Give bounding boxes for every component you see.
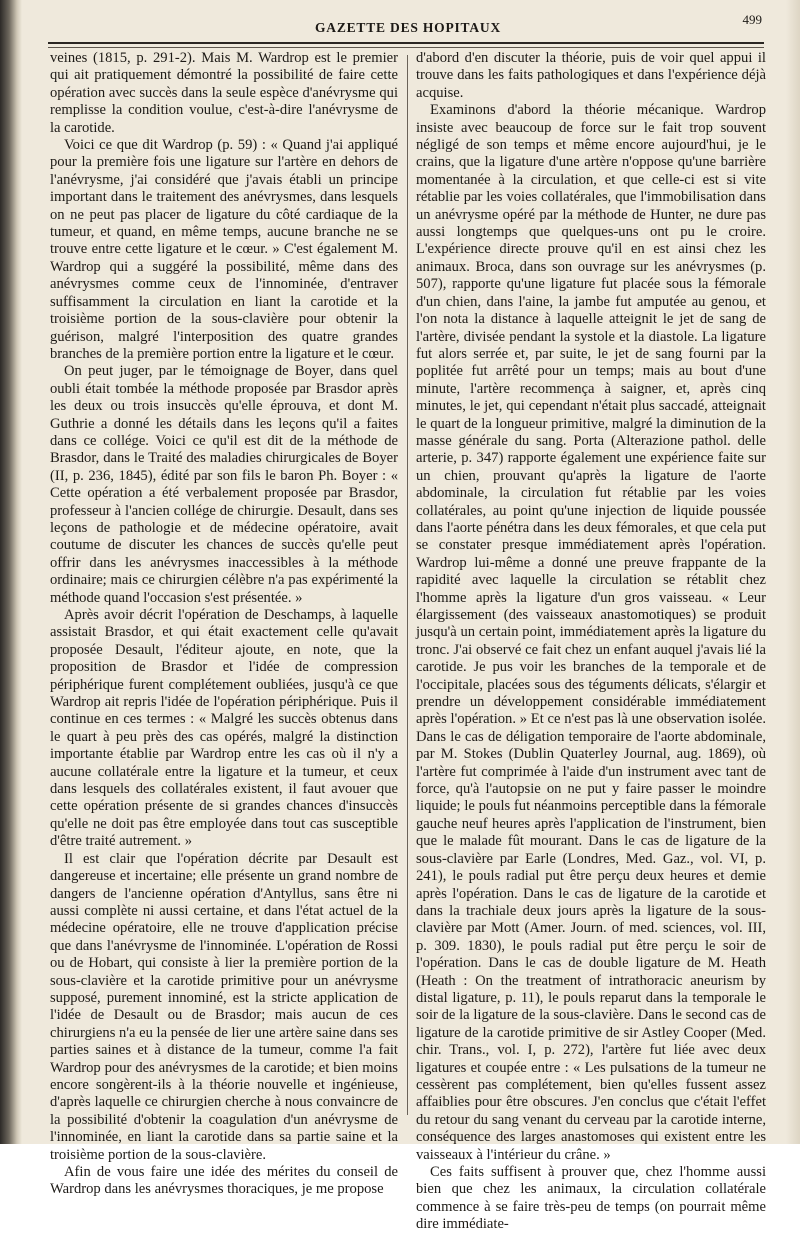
paragraph: Il est clair que l'opération décrite par Desault est dangereuse et incertaine; elle présente un grand nombre de dangers de l'ancienne opération d'Antyllus, sans être ni aussi complète ni aussi certaine, et dans l'état actuel de la médecine opératoire, elle ne trouve d'application précise que dans l'anévrysme de l'innominée. L'opération de Rossi ou de Hobart, qui consiste à lier la première portion de la sous-clavière et la carotide primitive pour un anévrysme supposé, purement innominé, est la stricte application de l'idée de Desault ou de Brasdor; mais aucun de ces chirurgiens n'a eu la pensée de lier une artère saine dans ses parties saines et à distance de la tumeur, comme l'a fait Wardrop pour des anévrysmes de la carotide; et bien moins encore songèrent-ils à la théorie nouvelle et ingénieuse, d'après laquelle ce chirurgien cherche à nous convaincre de la possibilité d'obtenir la coagulation d'un anévrysme de l'innominée, en liant la carotide dans sa partie saine et la troisième portion de la sous-clavière. [50, 850, 399, 1163]
paragraph: d'abord d'en discuter la théorie, puis de voir quel appui il trouve dans les faits pathologiques et dans l'expérience déjà acquise. [416, 50, 766, 101]
paragraph: Après avoir décrit l'opération de Deschamps, à laquelle assistait Brasdor, et qui était exactement celle qu'avait proposée Desault, l'éditeur ajoute, en note, que la proposition de Brasdor et l'idée de compression périphérique furent complétement oubliées, jusqu'à ce que Wardrop ait repris l'idée de l'opération périphérique. Puis il continue en ces termes : « Malgré les succès obtenus dans le quart à peu près des cas opérés, malgré la distinction importante établie par Wardrop entre les cas où il n'y a aucune collatérale entre la ligature et la tumeur, et ceux dans lesquels des collatérales existent, il faut avouer que cette opération présente de si grandes chances d'insuccès qu'elle ne doit pas être employée dans tout cas susceptible d'être traité autrement. » [50, 607, 398, 850]
column-divider [407, 55, 408, 1115]
header-rule-thick [48, 42, 764, 44]
right-column [416, 50, 766, 1234]
paragraph: veines (1815, p. 291-2). Mais M. Wardrop est le premier qui ait pratiquement démontré la possibilité de faire cette opération avec succès dans la seule espèce d'anévrysme qui remplisse la condition voulue, c'est-à-dire l'anévrysme de la carotide. [50, 50, 398, 136]
running-title: GAZETTE DES HOPITAUX [314, 20, 502, 35]
paragraph: Examinons d'abord la théorie mécanique. Wardrop insiste avec beaucoup de force sur le fait trop souvent négligé de son temps et même encore aujourd'hui, je le crains, que la ligature d'une artère n'oppose qu'une barrière momentanée à la circulation, et que celle-ci est si vite rétablie par les voies collatérales, que l'immobilisation dans un anévrysme opéré par la méthode de Hunter, ne dure pas aussi longtemps que quelques-uns ont pu le croire. L'expérience directe prouve qu'il en est ainsi chez les animaux. Broca, dans son ouvrage sur les anévrysmes (p. 507), rapporte qu'une ligature fut placée sous la fémorale d'un chien, dans l'aine, la jambe fut amputée au genou, et l'on nota la distance à laquelle atteignit le jet de sang de l'artère, divisée pendant la systole et la diastole. La ligature fut alors serrée et, par suite, le jet de sang fourni par la poplitée fut arrêté pour un temps; mais au bout d'une minute, l'artère recommença à saigner, et, après cinq minutes, le jet, qui cependant n'était plus saccadé, atteignait le quart de la longueur primitive, malgré la diminution de la masse générale du sang. Porta (Alterazione pathol. delle arterie, p. 347) rapporte également une expérience faite sur un chien, prouvant qu'après la ligature de l'aorte abdominale, la circulation fut rétablie par les voies collatérales, au point qu'une injection de liquide poussée dans l'aorte pénétra dans les deux fémorales, et que cela put se constater presque immédiatement après l'opération. Wardrop lui-même a donné une preuve frappante de la rapidité avec laquelle la circulation se rétablit chez l'homme après la ligature d'un gros vaisseau. « Leur élargissement (des vaisseaux anastomotiques) se produit jusqu'à un certain point, immédiatement après la ligature du tronc. J'ai observé ce fait chez un enfant auquel j'avais lié la carotide. Je pus voir les branches de la temporale et de l'occipitale, placées sous des téguments délicats, s'élargir et prendre un développement considérable immédiatement après l'opération. » Et ce n'est pas là une observation isolée. Dans le cas de déligation temporaire de l'aorte abdominale, par M. Stokes (Dublin Quaterley Journal, aug. 1869), où l'artère fut comprimée à l'aide d'un instrument avec tant de force, qu'à l'autopsie on ne put y faire passer le moindre liquide; le pouls fut néanmoins perceptible dans la fémorale gauche neuf heures après l'application de l'instrument, bien que le malade fût mourant. Dans le cas de ligature de la sous-clavière par Earle (Londres, Med. Gaz., vol. VI, p. 241), le pouls radial put être perçu deux heures et demie après l'opération. Dans le cas de ligature de la carotide et dans la trachiale deux jours après la ligature de la sous-clavière par Mott (Amer. Journ. of med. sciences, vol. III, p. 309. 1830), le pouls radial put être perçu le soir de l'opération. Dans le cas de double ligature de M. Heath (Heath : On the treatment of intrathoracic aneurism by distal ligature, p. 11), le pouls reparut dans la temporale le soir de la ligature de la sous-clavière. Dans le second cas de ligature de la carotide primitive de sir Astley Cooper (Med. chir. Trans., vol. I, p. 272), l'artère fut liée avec deux ligatures et coupée entre : « Les pulsations de la tumeur ne cessèrent pas complétement, bien qu'elles fussent assez affaiblies pour être obscures. J'en conclus que c'était l'effet du retour du sang venant du cerveau par la carotide interne, conséquence des larges anastomoses qui existent entre les vaisseaux à l'intérieur du crâne. » [416, 102, 766, 1163]
paragraph: Ces faits suffisent à prouver que, chez l'homme aussi bien que chez les animaux, la circulation collatérale commence à se faire très-peu de temps (on pourrait même dire immédiate- [416, 1164, 766, 1233]
paragraph: On peut juger, par le témoignage de Boyer, dans quel oubli était tombée la méthode proposée par Brasdor après les deux ou trois insuccès qu'elle éprouva, et dont M. Guthrie a donné les détails dans les leçons qu'il a faites dans ce collége. Voici ce qu'il est dit de la méthode de Brasdor, dans le Traité des maladies chirurgicales de Boyer (II, p. 236, 1845), édité par son fils le baron Ph. Boyer : « Cette opération a été verbalement proposée par Brasdor, professeur à l'ancien collége de chirurgie. Desault, dans ses leçons de pathologie et de médecine opératoire, avait coutume de discuter les chances de succès qu'elle peut offrir dans les anévrysmes inaccessibles à la méthode ordinaire; mais ce chirurgien célèbre n'a pas expérimenté la méthode quand l'occasion s'est présentée. » [50, 363, 398, 606]
paragraph: Voici ce que dit Wardrop (p. 59) : « Quand j'ai appliqué pour la première fois une ligature sur l'artère en dehors de l'anévrysme, j'ai considéré que j'avais établi un principe important dans le traitement des anévrysmes, dans lesquels on ne peut pas placer de ligature du côté cardiaque de la tumeur, et quand, en même temps, aucune branche ne se trouve entre cette ligature et le cœur. » C'est également M. Wardrop qui a suggéré la possibilité, même dans des anévrysmes comme ceux de l'innominée, d'entraver suffisamment la circulation en liant la carotide et la troisième portion de la sous-clavière pour obtenir la guérison, malgré l'interposition des quatre grandes branches de la première portion entre la ligature et le cœur. [50, 137, 398, 362]
page-edge [786, 0, 800, 1144]
paragraph: Afin de vous faire une idée des mérites du conseil de Wardrop dans les anévrysmes thoraciques, je me propose [50, 1164, 398, 1198]
left-column [50, 50, 398, 1199]
header-rule-thin [48, 47, 764, 48]
page-number: 499 [742, 12, 762, 27]
book-binding-shadow [0, 0, 22, 1144]
page-header [40, 10, 776, 40]
